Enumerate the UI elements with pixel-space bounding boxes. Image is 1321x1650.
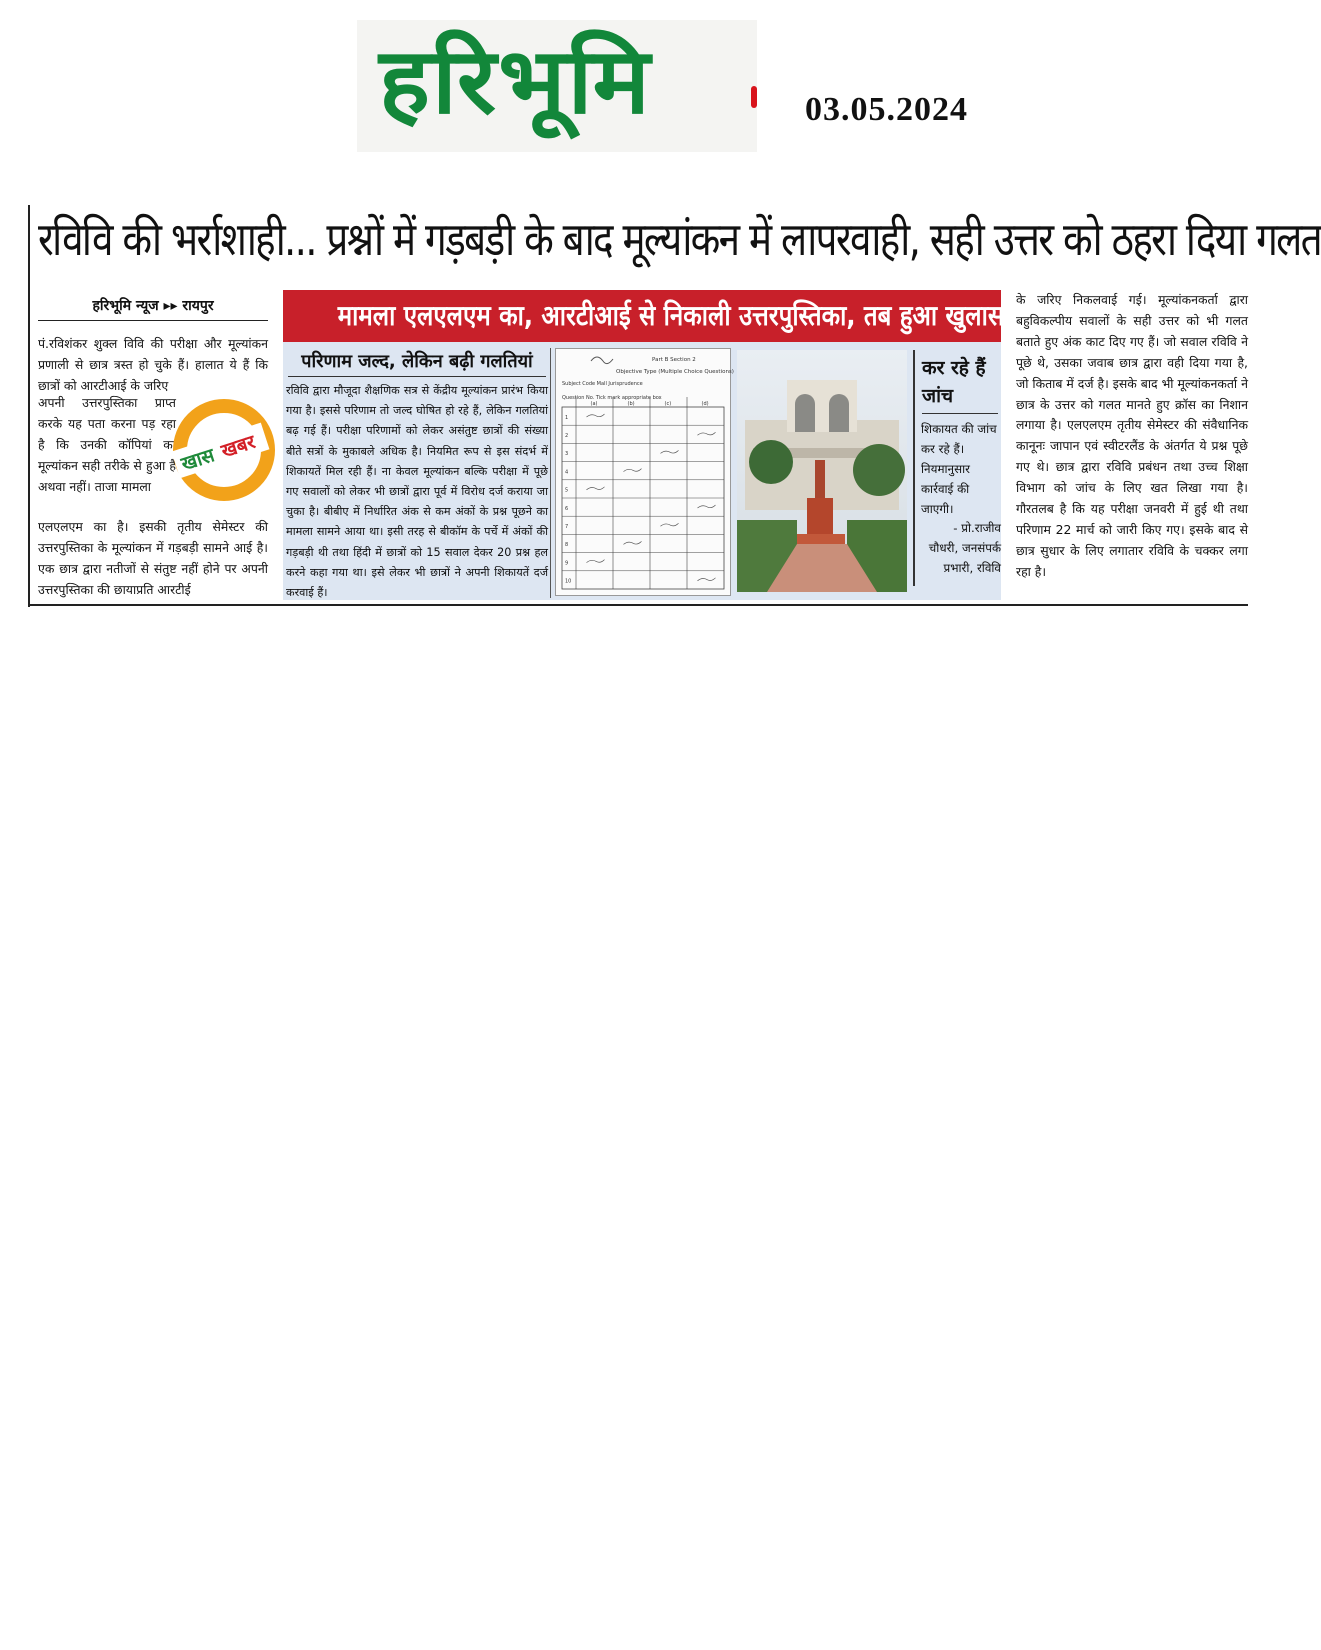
grid-row-number: 6 bbox=[565, 505, 569, 512]
grid-tick-mark bbox=[624, 469, 642, 472]
left-column-text-wrap: अपनी उत्तरपुस्तिका प्राप्त करके यह पता करना पड़ रहा है कि उनकी कॉपियां का मूल्यांकन सही तरीके से हुआ है अथवा नहीं। ताजा मामला bbox=[38, 395, 176, 494]
issue-date: 03.05.2024 bbox=[805, 91, 968, 128]
grid-tick-mark bbox=[587, 487, 605, 490]
grid-row-number: 5 bbox=[565, 487, 569, 494]
sheet-question: Question No. Tick mark appropriate box bbox=[562, 395, 662, 401]
badge-word-khaas: खास bbox=[178, 444, 218, 476]
red-banner bbox=[283, 290, 1011, 342]
tree-right bbox=[853, 444, 905, 496]
grid-option-label: (b) bbox=[627, 401, 635, 407]
tree-left bbox=[749, 440, 793, 484]
grid-tick-mark bbox=[698, 505, 716, 508]
building-arch-left bbox=[795, 394, 815, 432]
grid-option-label: (d) bbox=[701, 401, 709, 407]
byline: हरिभूमि न्यूज ▸▸ रायपुर bbox=[38, 294, 268, 321]
grid-option-label: (a) bbox=[590, 401, 598, 407]
article-left-rule bbox=[28, 205, 30, 607]
quote-underline bbox=[922, 413, 998, 414]
grid-row-number: 10 bbox=[565, 578, 572, 585]
quote-title: कर रहे हैं जांच bbox=[922, 357, 986, 407]
grid-row-number: 4 bbox=[565, 469, 569, 476]
grid-tick-mark bbox=[698, 432, 716, 435]
sheet-subject: Subject Code Mall Jurisprudence bbox=[562, 381, 643, 387]
grid-row-number: 8 bbox=[565, 542, 569, 549]
grid-row-number: 2 bbox=[565, 433, 569, 440]
sheet-part: Part B Section 2 bbox=[652, 357, 696, 363]
grid-tick-mark bbox=[661, 523, 679, 526]
khaas-khabar-badge bbox=[172, 392, 270, 510]
masthead-logo bbox=[357, 20, 757, 152]
grid-row-number: 3 bbox=[565, 451, 569, 458]
sheet-title: Objective Type (Multiple Choice Questions) bbox=[616, 369, 734, 375]
grid-tick-mark bbox=[587, 560, 605, 563]
logo-text: हरिभूमि bbox=[379, 27, 652, 135]
statue bbox=[815, 460, 825, 498]
grid-row-number: 7 bbox=[565, 524, 569, 531]
answer-sheet-image bbox=[555, 348, 734, 596]
quote-author: - प्रो.राजीव चौधरी, जनसंपर्क प्रभारी, रविवि bbox=[928, 521, 1001, 575]
sheet-grid bbox=[562, 397, 724, 589]
sheet-scribble bbox=[591, 357, 613, 364]
grid-tick-mark bbox=[624, 541, 642, 544]
article-bottom-rule bbox=[28, 604, 1248, 606]
right-column-text: के जरिए निकलवाई गई। मूल्यांकनकर्ता द्वारा बहुविकल्पीय सवालों के सही उत्तर को भी गलत बताते हुए अंक काट दिए गए हैं। जो सवाल रविवि ने पूछे थे, उसका जवाब छात्र द्वारा वही दिया गया है, जो किताब में दर्ज है। इसके बाद भी मूल्यांकनकर्ता ने छात्र के उत्तर को गलत मानते हुए क्रॉस का निशान लगाया है। एलएलएम तृतीय सेमेस्टर की संवैधानिक कानूनः जापान एवं स्वीटरलैंड के अंतर्गत ये प्रश्न पूछे गए थे। छात्र द्वारा रविवि प्रबंधन तथा उच्च शिक्षा विभाग को जांच के लिए खत लिखा गया है। गौरतलब है कि यह परीक्षा जनवरी में हुई थी तथा परिणाम 22 मार्च को जारी किए गए। इसके बाद से छात्र सुधार के लिए लगातार रविवि के चक्कर लगा रहा है। bbox=[1016, 292, 1248, 579]
grid-row-number: 1 bbox=[565, 414, 569, 421]
centre-text: रविवि द्वारा मौजूदा शैक्षणिक सत्र से केंद्रीय मूल्यांकन प्रारंभ किया गया है। इससे परिणाम तो जल्द घोषित हो रहे हैं, लेकिन गलतियां बढ़ गई हैं। परीक्षा परिणामों को लेकर असंतुष्ट छात्रों की संख्या बीते सत्रों के मुकाबले अधिक है। नियमित रूप से इस संदर्भ में शिकायतें मिल रही हैं। ना केवल मूल्यांकन बल्कि परीक्षा में पूछे गए सवालों को लेकर भी छात्रों द्वारा पूर्व में विरोध दर्ज कराया जा चुका है। बीबीए में निर्धारित अंक से कम अंकों के प्रश्न पूछने का मामला सामने आया था। इसी तरह से बीकॉम के पर्चे में अंकों की गड़बड़ी थी तथा हिंदी में छात्रों को 15 सवाल देकर 20 प्रश्न हल करने कहा गया था। इसे लेकर भी छात्रों ने अपनी शिकायतें दर्ज करवाई हैं। bbox=[286, 384, 548, 600]
logo-dot bbox=[751, 86, 757, 108]
centre-divider bbox=[550, 348, 551, 598]
badge-word-khabar: खबर bbox=[218, 430, 258, 463]
headline: रविवि की भर्राशाही... प्रश्नों में गड़बड़ी के बाद मूल्यांकन में लापरवाही, सही उत्तर को ठहरा दिया गलत bbox=[38, 212, 1321, 266]
grid-tick-mark bbox=[661, 450, 679, 453]
left-column-text-bottom: एलएलएम का है। इसकी तृतीय सेमेस्टर की उत्तरपुस्तिका के मूल्यांकन में गड़बड़ी सामने आई है। एक छात्र द्वारा नतीजों से संतुष्ट नहीं होने पर अपनी उत्तरपुस्तिका की छायाप्रति आरटीई bbox=[38, 519, 268, 597]
grid-tick-mark bbox=[587, 414, 605, 417]
grid-option-label: (c) bbox=[664, 401, 672, 407]
grid-row-number: 9 bbox=[565, 560, 569, 567]
university-building-photo bbox=[737, 350, 907, 592]
quote-text: शिकायत की जांच कर रहे हैं। नियमानुसार कार्रवाई की जाएगी। bbox=[921, 422, 997, 516]
banner-text: मामला एलएलएम का, आरटीआई से निकाली उत्तरपुस्तिका, तब हुआ खुलासा bbox=[337, 299, 1011, 332]
quote-divider bbox=[913, 350, 915, 586]
grid-tick-mark bbox=[698, 578, 716, 581]
sub-head: परिणाम जल्द, लेकिन बढ़ी गलतियां bbox=[288, 348, 546, 377]
left-column-text-top: पं.रविशंकर शुक्ल विवि की परीक्षा और मूल्यांकन प्रणाली से छात्र त्रस्त हो चुके हैं। हालात ये हैं कि छात्रों को आरटीआई के जरिए bbox=[38, 336, 268, 393]
statue-pedestal bbox=[807, 498, 833, 534]
pedestal-base bbox=[795, 534, 845, 544]
building-arch-right bbox=[829, 394, 849, 432]
